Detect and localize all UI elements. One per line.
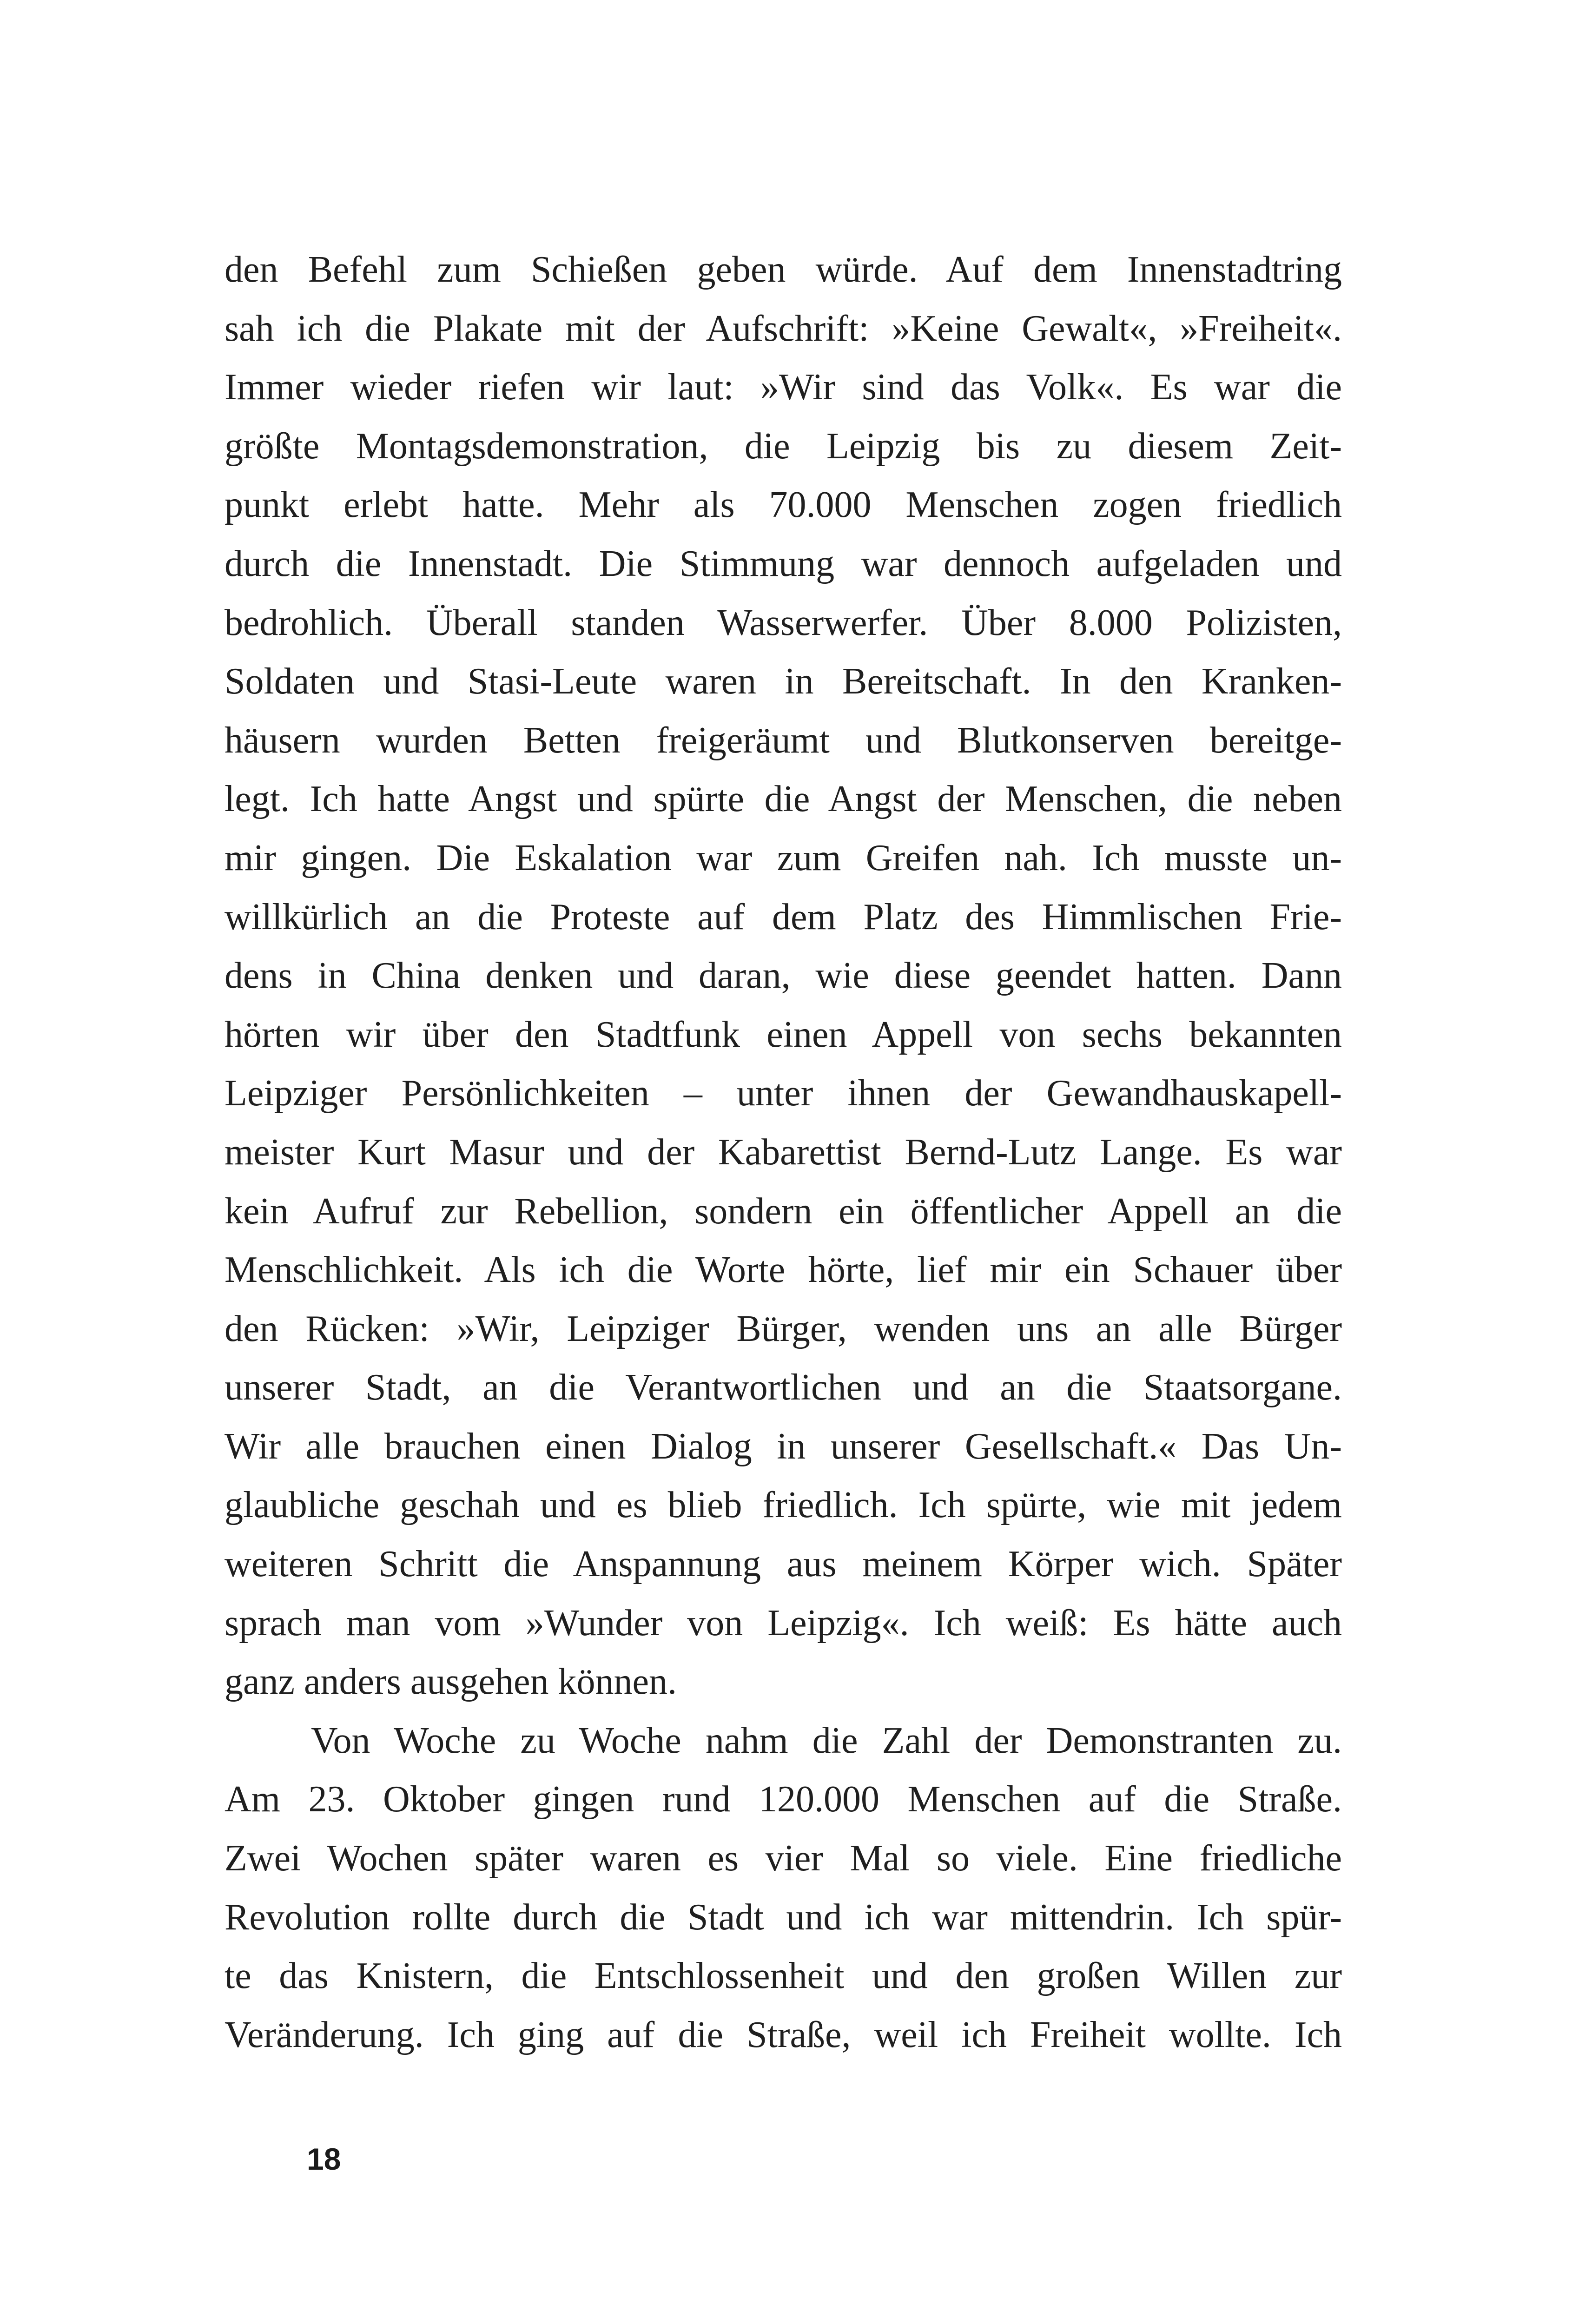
text-line: bedrohlich. Überall standen Wasserwerfer. Über 8.000 Polizisten, xyxy=(225,602,1342,643)
text-line: weiteren Schritt die Anspannung aus meinem Körper wich. Später xyxy=(225,1544,1342,1585)
text-line: sah ich die Plakate mit der Aufschrift: »Keine Gewalt«, »Freiheit«. xyxy=(225,308,1342,349)
text-line: glaubliche geschah und es blieb friedlich. Ich spürte, wie mit jedem xyxy=(225,1485,1342,1526)
body-text xyxy=(225,240,1342,2064)
text-line: Menschlichkeit. Als ich die Worte hörte, lief mir ein Schauer über xyxy=(225,1249,1342,1291)
text-line: den Befehl zum Schießen geben würde. Auf dem Innenstadtring xyxy=(225,249,1342,290)
text-line: mir gingen. Die Eskalation war zum Greifen nah. Ich musste un- xyxy=(225,837,1342,878)
text-line: unserer Stadt, an die Verantwortlichen und an die Staatsorgane. xyxy=(225,1367,1342,1408)
text-line: den Rücken: »Wir, Leipziger Bürger, wenden uns an alle Bürger xyxy=(225,1308,1342,1349)
text-line: Zwei Wochen später waren es vier Mal so viele. Eine friedliche xyxy=(225,1838,1342,1879)
text-line: legt. Ich hatte Angst und spürte die Angst der Menschen, die neben xyxy=(225,779,1342,820)
paragraph-end-line: ganz anders ausgehen können. xyxy=(225,1661,677,1703)
paragraph-start-line: Von Woche zu Woche nahm die Zahl der Demonstranten zu. xyxy=(311,1720,1342,1761)
page-number: 18 xyxy=(307,2142,341,2176)
text-line: häusern wurden Betten freigeräumt und Blutkonserven bereitge- xyxy=(225,720,1342,761)
text-line: Wir alle brauchen einen Dialog in unserer Gesellschaft.« Das Un- xyxy=(225,1426,1342,1467)
text-line: kein Aufruf zur Rebellion, sondern ein öffentlicher Appell an die xyxy=(225,1190,1342,1232)
text-line: Immer wieder riefen wir laut: »Wir sind das Volk«. Es war die xyxy=(225,367,1342,408)
text-line: punkt erlebt hatte. Mehr als 70.000 Menschen zogen friedlich xyxy=(225,484,1342,526)
text-line: willkürlich an die Proteste auf dem Platz des Himmlischen Frie- xyxy=(225,896,1342,938)
text-line: Leipziger Persönlichkeiten – unter ihnen der Gewandhauskapell- xyxy=(225,1073,1342,1114)
text-line: durch die Innenstadt. Die Stimmung war dennoch aufgeladen und xyxy=(225,543,1342,584)
text-line: Soldaten und Stasi-Leute waren in Bereitschaft. In den Kranken- xyxy=(225,661,1342,702)
text-line: meister Kurt Masur und der Kabarettist Bernd-Lutz Lange. Es war xyxy=(225,1131,1342,1173)
text-line: Am 23. Oktober gingen rund 120.000 Menschen auf die Straße. xyxy=(225,1779,1342,1820)
text-line: Revolution rollte durch die Stadt und ich war mittendrin. Ich spür- xyxy=(225,1896,1342,1938)
text-line: Veränderung. Ich ging auf die Straße, weil ich Freiheit wollte. Ich xyxy=(225,2014,1342,2055)
text-line: sprach man vom »Wunder von Leipzig«. Ich weiß: Es hätte auch xyxy=(225,1602,1342,1644)
text-line: größte Montagsdemonstration, die Leipzig bis zu diesem Zeit- xyxy=(225,425,1342,467)
text-line: dens in China denken und daran, wie diese geendet hatten. Dann xyxy=(225,955,1342,997)
text-line: hörten wir über den Stadtfunk einen Appell von sechs bekannten xyxy=(225,1014,1342,1055)
text-line: te das Knistern, die Entschlossenheit und den großen Willen zur xyxy=(225,1955,1342,1997)
